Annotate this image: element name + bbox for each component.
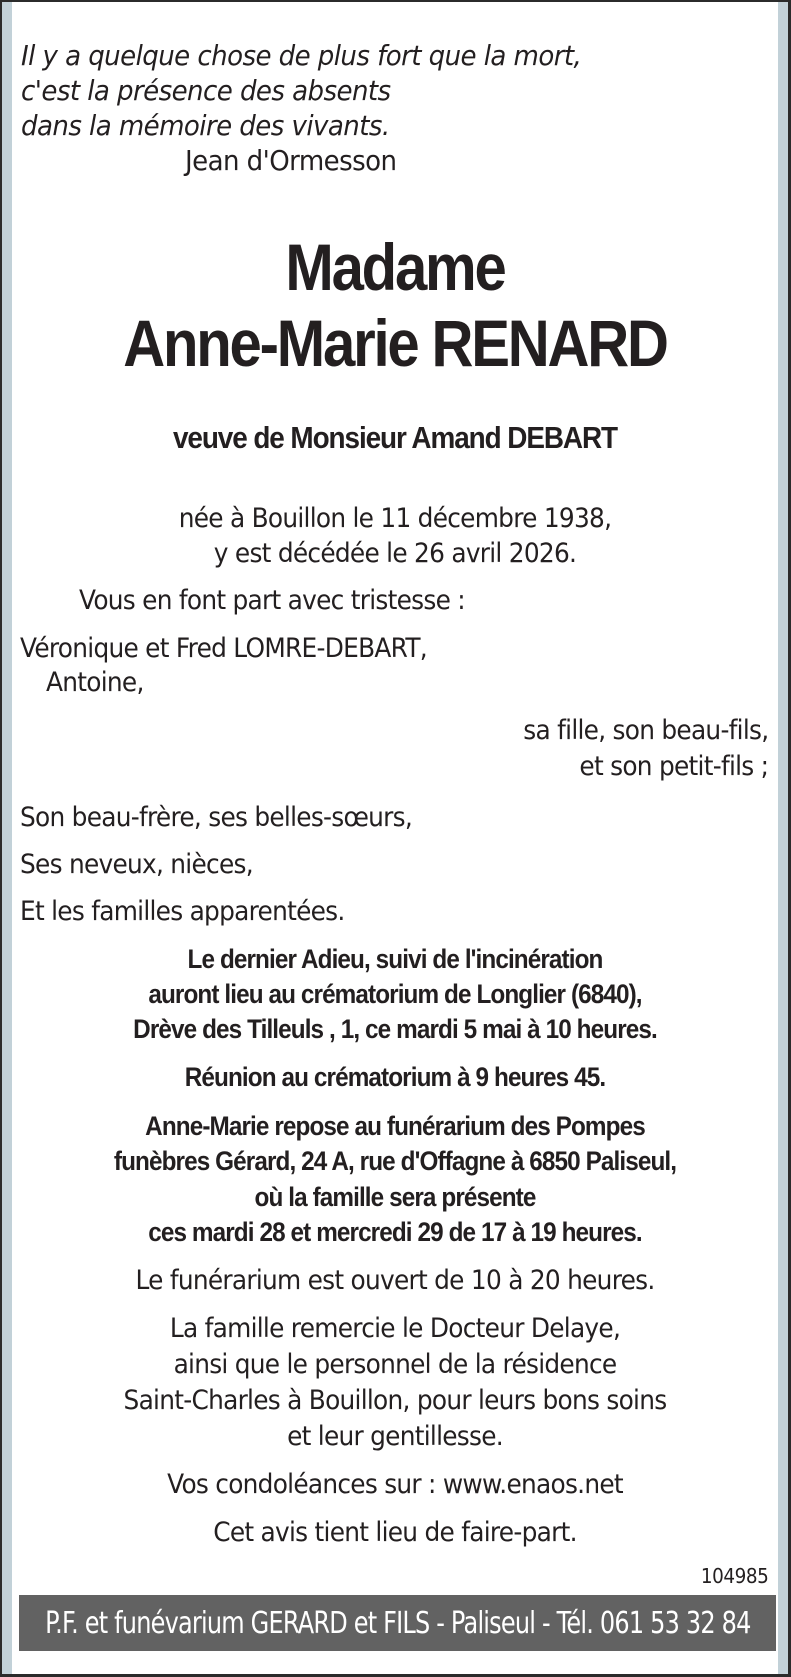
family-name: Antoine, — [46, 667, 144, 698]
funerarium-hours: Le funérarium est ouvert de 10 à 20 heures. — [135, 1265, 655, 1296]
quote-author: Jean d'Ormesson — [185, 144, 397, 177]
deceased-relation: veuve de Monsieur Amand DEBART — [172, 420, 618, 455]
family-relation: et son petit-fils ; — [579, 751, 768, 782]
frame-band-right — [778, 2, 788, 1674]
funeral-home-footer — [19, 1595, 776, 1651]
ceremony-line: Le dernier Adieu, suivi de l'incinération — [187, 944, 603, 974]
thanks-line: La famille remercie le Docteur Delaye, — [169, 1313, 621, 1344]
visitation-line: ces mardi 28 et mercredi 29 de 17 à 19 heures. — [148, 1217, 642, 1247]
notice-text: Cet avis tient lieu de faire-part. — [213, 1517, 577, 1548]
footer-text: P.F. et funévarium GERARD et FILS - Paliseul - Tél. 061 53 32 84 — [44, 1605, 751, 1641]
thanks-line: et leur gentillesse. — [287, 1421, 503, 1452]
quote-line: Il y a quelque chose de plus fort que la mort, — [21, 39, 582, 72]
quote-line: c'est la présence des absents — [21, 74, 391, 107]
ceremony-line: Drève des Tilleuls , 1, ce mardi 5 mai à 10 heures. — [133, 1014, 657, 1044]
family-other: Et les familles apparentées. — [20, 896, 345, 927]
birth-info: née à Bouillon le 11 décembre 1938, — [178, 503, 612, 534]
family-other: Ses neveux, nièces, — [20, 849, 253, 880]
death-info: y est décédée le 26 avril 2026. — [213, 538, 577, 569]
family-other: Son beau-frère, ses belles-sœurs, — [20, 802, 412, 833]
ceremony-meeting: Réunion au crématorium à 9 heures 45. — [184, 1062, 606, 1092]
family-name: Véronique et Fred LOMRE-DEBART, — [20, 633, 427, 664]
deceased-title: Madame — [285, 230, 505, 304]
announcement: Vous en font part avec tristesse : — [79, 585, 465, 616]
thanks-line: Saint-Charles à Bouillon, pour leurs bons soins — [123, 1385, 667, 1416]
frame-band-left — [2, 2, 12, 1674]
visitation-line: où la famille sera présente — [254, 1182, 536, 1212]
visitation-line: Anne-Marie repose au funérarium des Pompes — [145, 1111, 645, 1141]
deceased-name: Anne-Marie RENARD — [123, 306, 667, 380]
quote-line: dans la mémoire des vivants. — [21, 109, 390, 142]
ceremony-line: auront lieu au crématorium de Longlier (6840), — [148, 979, 642, 1009]
condolences-link[interactable]: Vos condoléances sur : www.enaos.net — [167, 1469, 623, 1500]
family-relation: sa fille, son beau-fils, — [522, 715, 768, 746]
reference-number: 104985 — [700, 1564, 768, 1588]
visitation-line: funèbres Gérard, 24 A, rue d'Offagne à 6850 Paliseul, — [113, 1146, 677, 1176]
thanks-line: ainsi que le personnel de la résidence — [173, 1349, 617, 1380]
